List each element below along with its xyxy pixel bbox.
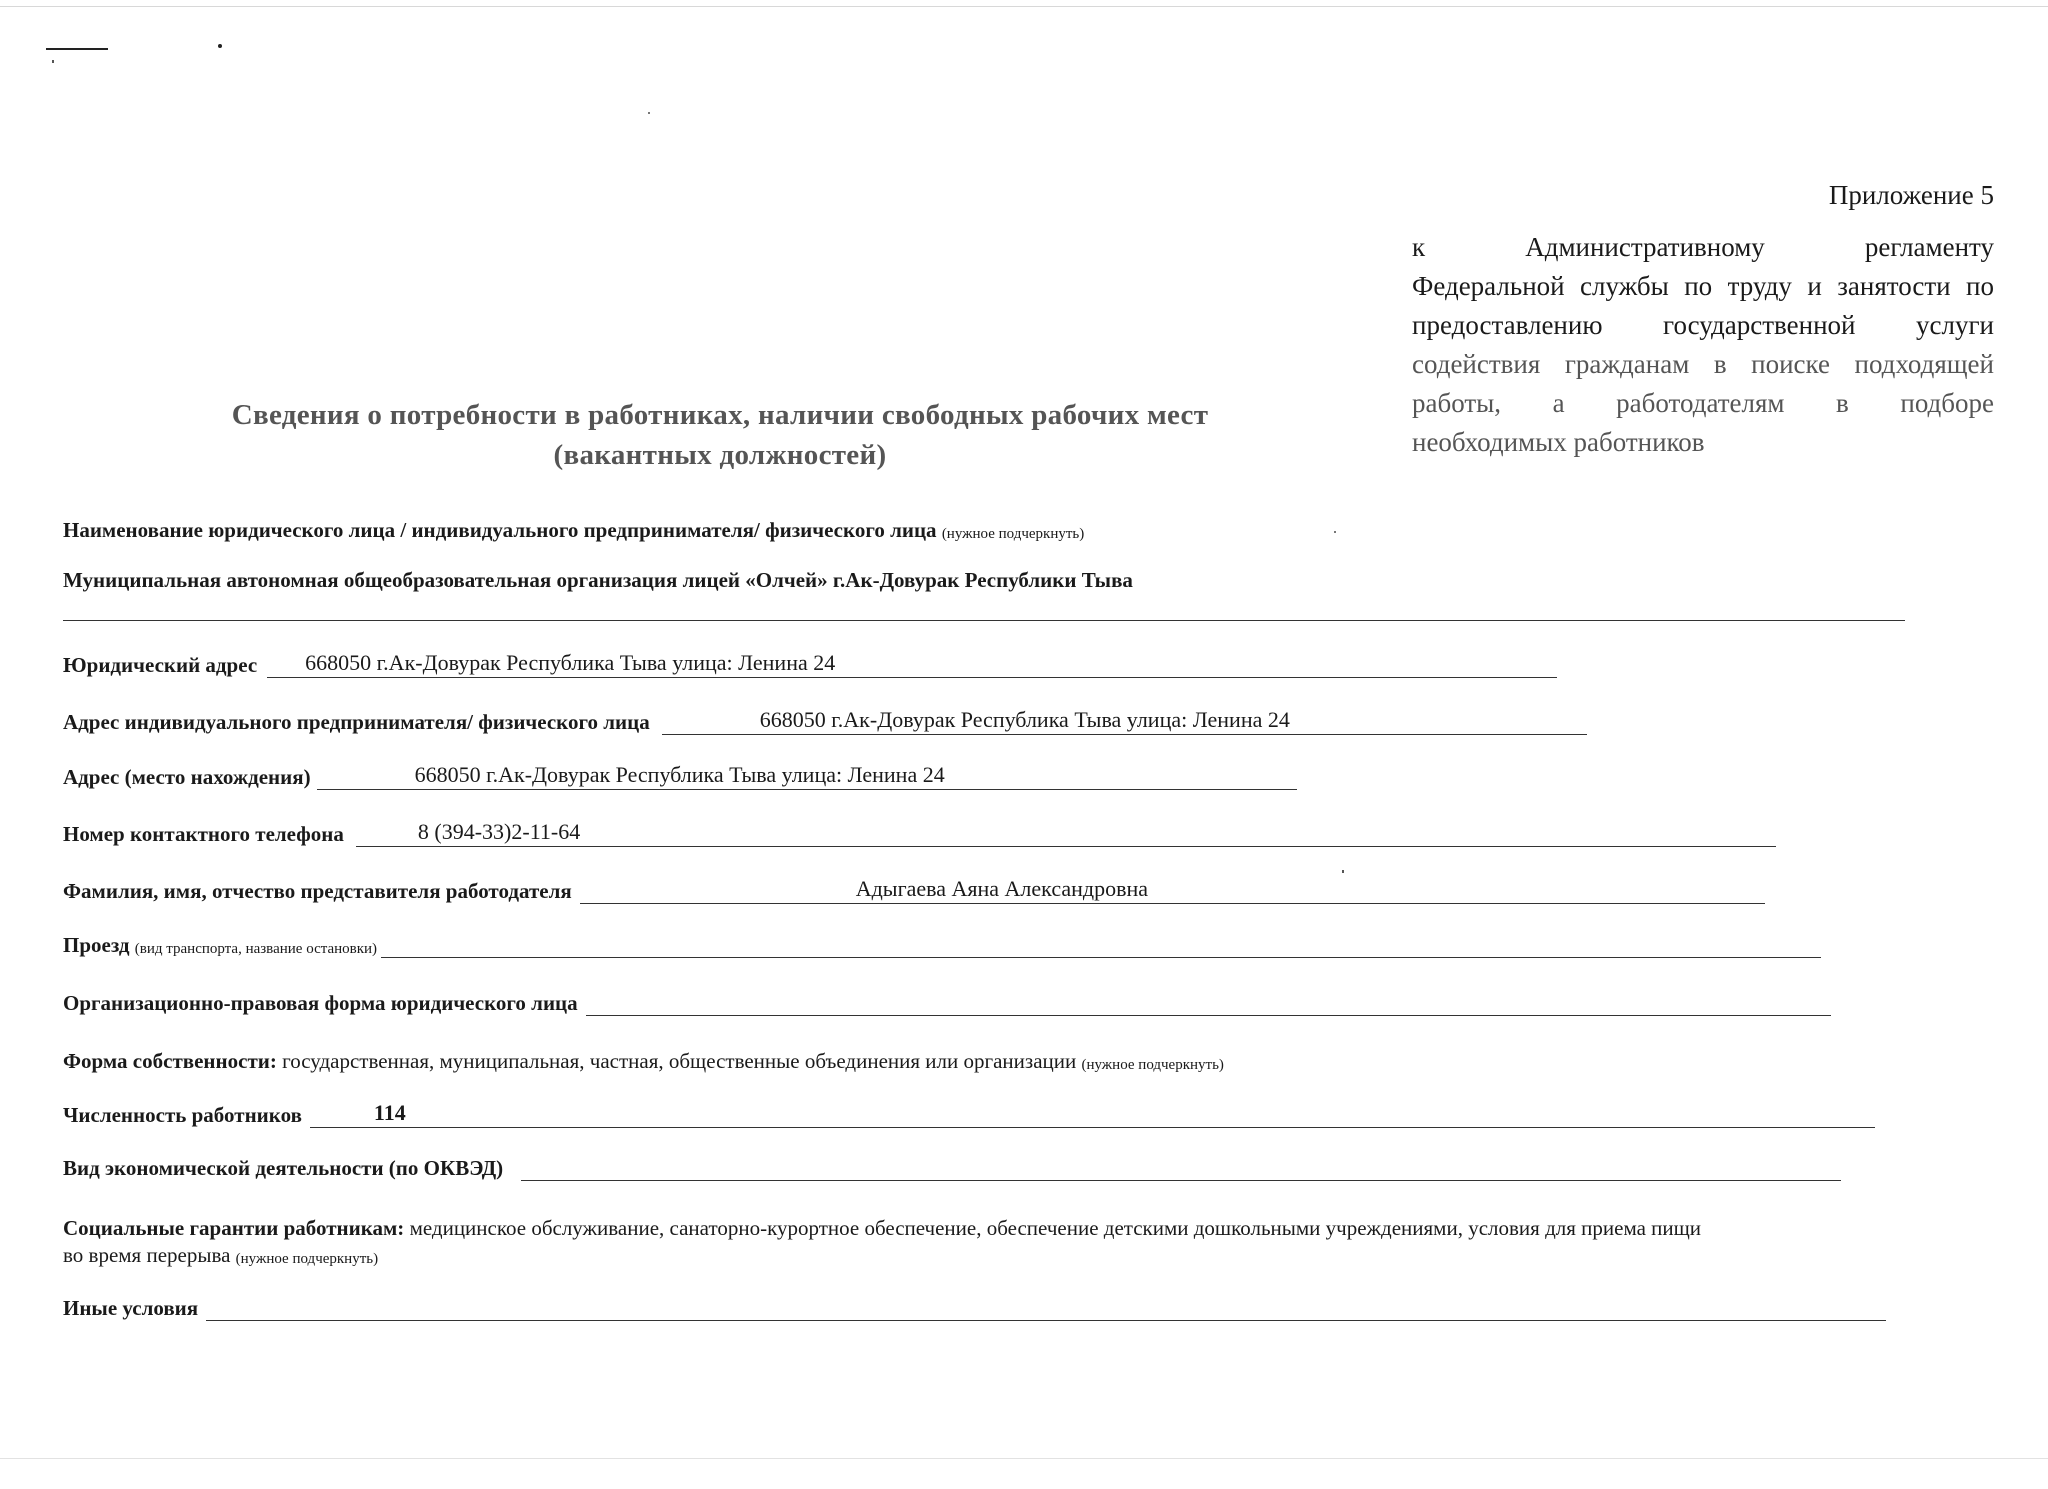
representative-value: Адыгаева Аяна Александровна — [855, 876, 1149, 901]
scan-mark — [218, 44, 222, 48]
guarantees-note: (нужное подчеркнуть) — [235, 1251, 379, 1267]
transport-row — [63, 933, 1821, 958]
employees-label: Численность работников — [63, 1103, 302, 1127]
ownership-note: (нужное подчеркнуть) — [1081, 1057, 1224, 1073]
ip-address-label: Адрес индивидуального предпринимателя/ физического лица — [63, 710, 650, 734]
guarantees-row-2 — [63, 1243, 378, 1268]
location-row — [63, 762, 1297, 790]
representative-row — [63, 876, 1765, 904]
legal-address-row — [63, 650, 1557, 678]
annex-title: Приложение 5 — [1828, 180, 1994, 210]
annex-line: необходимых работников — [1412, 427, 1705, 457]
guarantees-label: Социальные гарантии работникам: — [63, 1216, 405, 1240]
location-field[interactable] — [317, 762, 1297, 790]
ip-address-field[interactable] — [662, 707, 1587, 735]
employees-field[interactable] — [310, 1100, 1875, 1128]
name-label-row — [63, 518, 1084, 543]
location-label: Адрес (место нахождения) — [63, 765, 311, 789]
okved-field[interactable] — [521, 1179, 1841, 1181]
legal-address-value: 668050 г.Ак-Довурак Республика Тыва улица: Ленина 24 — [305, 650, 836, 675]
guarantees-options[interactable]: медицинское обслуживание, санаторно-курортное обеспечение, обеспечение детскими дошкольными учреждениями, условия для приема пищи — [409, 1216, 1702, 1240]
phone-field[interactable] — [356, 819, 1776, 847]
name-value[interactable]: Муниципальная автономная общеобразовательная организация лицей «Олчей» г.Ак-Довурак Республики Тыва — [63, 568, 1133, 592]
annex-line: содействия гражданам в поиске подходящей — [1412, 349, 1994, 379]
annex-line: к Административному регламенту — [1412, 232, 1994, 262]
transport-note: (вид транспорта, название остановки) — [134, 941, 378, 957]
ip-address-row — [63, 707, 1587, 735]
other-conditions-label: Иные условия — [63, 1296, 199, 1320]
org-form-row — [63, 991, 1831, 1016]
representative-label: Фамилия, имя, отчество представителя работодателя — [63, 879, 572, 903]
okved-row — [63, 1156, 1841, 1181]
name-underline — [63, 620, 1905, 621]
transport-label: Проезд — [63, 933, 130, 957]
ownership-row — [63, 1049, 1224, 1074]
scan-mark — [1342, 870, 1344, 873]
annex-text — [1412, 228, 1994, 462]
ip-address-value: 668050 г.Ак-Довурак Республика Тыва улица: Ленина 24 — [759, 707, 1290, 732]
annex-line: работы, а работодателям в подборе — [1412, 388, 1994, 418]
org-form-field[interactable] — [586, 1014, 1831, 1016]
guarantees-options-cont[interactable]: во время перерыва — [63, 1243, 231, 1267]
scan-mark — [648, 112, 650, 114]
document-title — [140, 395, 1300, 475]
scan-mark — [46, 48, 108, 50]
org-form-label: Организационно-правовая форма юридического лица — [63, 991, 578, 1015]
other-conditions-field[interactable] — [206, 1319, 1886, 1321]
phone-value: 8 (394-33)2-11-64 — [417, 819, 581, 844]
annex-line: предоставлению государственной услуги — [1412, 310, 1994, 340]
location-value: 668050 г.Ак-Довурак Республика Тыва улица: Ленина 24 — [414, 762, 945, 787]
employees-value: 114 — [373, 1100, 406, 1125]
scan-mark — [52, 60, 54, 63]
ownership-label: Форма собственности: — [63, 1049, 277, 1073]
scan-bottom-edge — [0, 1458, 2048, 1459]
other-conditions-row — [63, 1296, 1886, 1321]
representative-field[interactable] — [580, 876, 1765, 904]
document-title-line: Сведения о потребности в работниках, наличии свободных рабочих мест — [231, 399, 1209, 431]
annex-line: Федеральной службы по труду и занятости по — [1412, 271, 1994, 301]
phone-label: Номер контактного телефона — [63, 822, 344, 846]
legal-address-field[interactable] — [267, 650, 1557, 678]
name-label: Наименование юридического лица / индивидуального предпринимателя/ физического лица — [63, 518, 937, 542]
name-value-row — [63, 568, 1133, 593]
transport-field[interactable] — [381, 956, 1821, 958]
scan-mark — [1334, 531, 1336, 533]
okved-label: Вид экономической деятельности (по ОКВЭД) — [63, 1156, 504, 1180]
scan-top-edge — [0, 6, 2048, 7]
ownership-options[interactable]: государственная, муниципальная, частная, общественные объединения или организации — [282, 1049, 1077, 1073]
legal-address-label: Юридический адрес — [63, 653, 258, 677]
document-title-line: (вакантных должностей) — [553, 439, 887, 471]
guarantees-row — [63, 1216, 1701, 1241]
name-note: (нужное подчеркнуть) — [941, 526, 1085, 542]
phone-row — [63, 819, 1776, 847]
employees-row — [63, 1100, 1875, 1128]
